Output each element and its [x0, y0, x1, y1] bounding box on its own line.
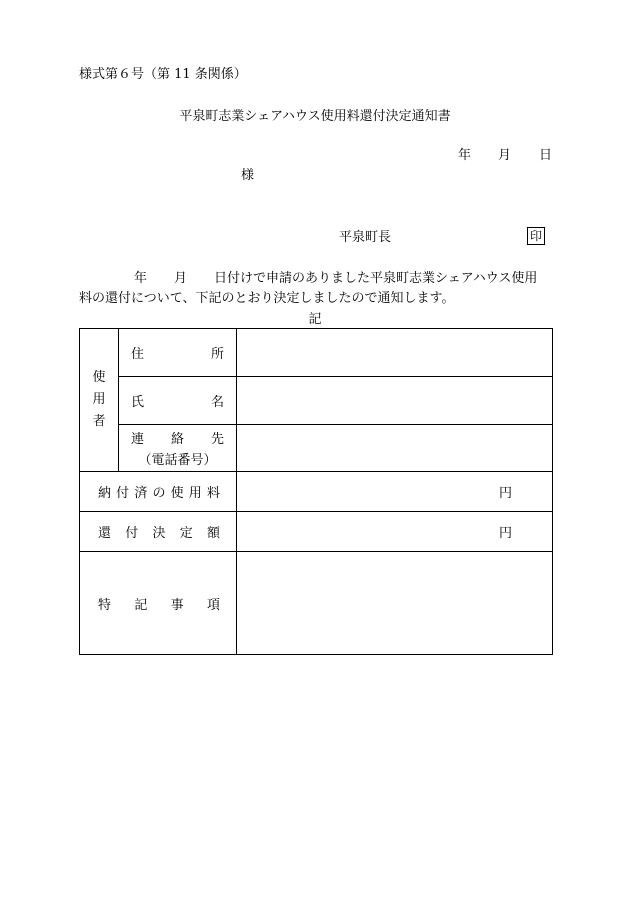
yen-unit: 円 — [498, 486, 512, 501]
paid-fee-char: の — [152, 486, 166, 501]
table-row — [80, 512, 553, 552]
name-label-cell — [119, 377, 237, 425]
paid-fee-char: 付 — [116, 486, 130, 501]
paid-fee-char: 料 — [206, 486, 220, 501]
table-row — [80, 329, 553, 377]
body-month: 月 — [174, 271, 188, 286]
refund-amount-char: 付 — [125, 526, 139, 541]
seal-mark: 印 — [527, 227, 545, 245]
table-row — [80, 472, 553, 512]
contact-label-char: 連 — [131, 432, 145, 447]
refund-amount-char: 決 — [152, 526, 166, 541]
user-label-cell — [80, 329, 119, 472]
contact-label-cell — [119, 425, 237, 472]
document-title: 平泉町志業シェアハウス使用料還付決定通知書 — [179, 109, 451, 124]
paid-fee-char: 納 — [98, 486, 112, 501]
notes-char: 記 — [134, 597, 148, 613]
paid-fee-char: 済 — [134, 486, 148, 501]
body-year: 年 — [134, 271, 148, 286]
user-label-char: 使 — [92, 370, 106, 385]
paid-fee-label-cell — [80, 472, 237, 512]
table-row — [80, 552, 553, 655]
form-number: 様式第６号（第 11 条関係） — [79, 67, 247, 82]
refund-amount-value-cell[interactable] — [237, 512, 553, 552]
refund-amount-char: 額 — [206, 526, 220, 541]
body-paragraph — [79, 269, 554, 309]
address-label-char: 住 — [131, 347, 145, 362]
name-label-char: 名 — [210, 395, 224, 410]
paid-fee-char: 使 — [170, 486, 184, 501]
refund-amount-char: 還 — [98, 526, 112, 541]
body-line-2: 料の還付について、下記のとおり決定しましたので通知します。 — [79, 291, 455, 306]
name-value-cell[interactable] — [237, 377, 553, 425]
contact-label-char: 先 — [210, 432, 224, 447]
notes-char: 特 — [98, 597, 112, 613]
date-month-label: 月 — [498, 148, 512, 163]
refund-amount-char: 定 — [179, 526, 193, 541]
address-label-char: 所 — [210, 347, 224, 362]
name-label-char: 氏 — [131, 395, 145, 410]
address-label-cell — [119, 329, 237, 377]
yen-unit: 円 — [498, 526, 512, 541]
address-value-cell[interactable] — [237, 329, 553, 377]
refund-amount-label-cell — [80, 512, 237, 552]
notes-value-cell[interactable] — [237, 552, 553, 655]
issuer-title: 平泉町長 — [339, 230, 392, 245]
ki-heading: 記 — [308, 312, 322, 327]
table-row — [80, 425, 553, 472]
body-line-1-text: 日付けで申請のありました平泉町志業シェアハウス使用 — [214, 271, 538, 286]
contact-label-char: 絡 — [170, 432, 184, 447]
refund-table — [79, 328, 553, 655]
user-label-char: 者 — [92, 414, 106, 429]
table-row — [80, 377, 553, 425]
recipient-honorific: 様 — [241, 168, 255, 183]
contact-sub-label: （電話番号） — [138, 453, 217, 468]
user-label-char: 用 — [92, 392, 106, 407]
date-year-label: 年 — [458, 148, 472, 163]
notes-char: 事 — [170, 597, 184, 613]
notes-char: 項 — [206, 597, 220, 613]
notes-label-cell — [80, 552, 237, 655]
contact-value-cell[interactable] — [237, 425, 553, 472]
paid-fee-value-cell[interactable] — [237, 472, 553, 512]
paid-fee-char: 用 — [188, 486, 202, 501]
body-line-1 — [79, 269, 554, 289]
date-day-label: 日 — [539, 148, 553, 163]
